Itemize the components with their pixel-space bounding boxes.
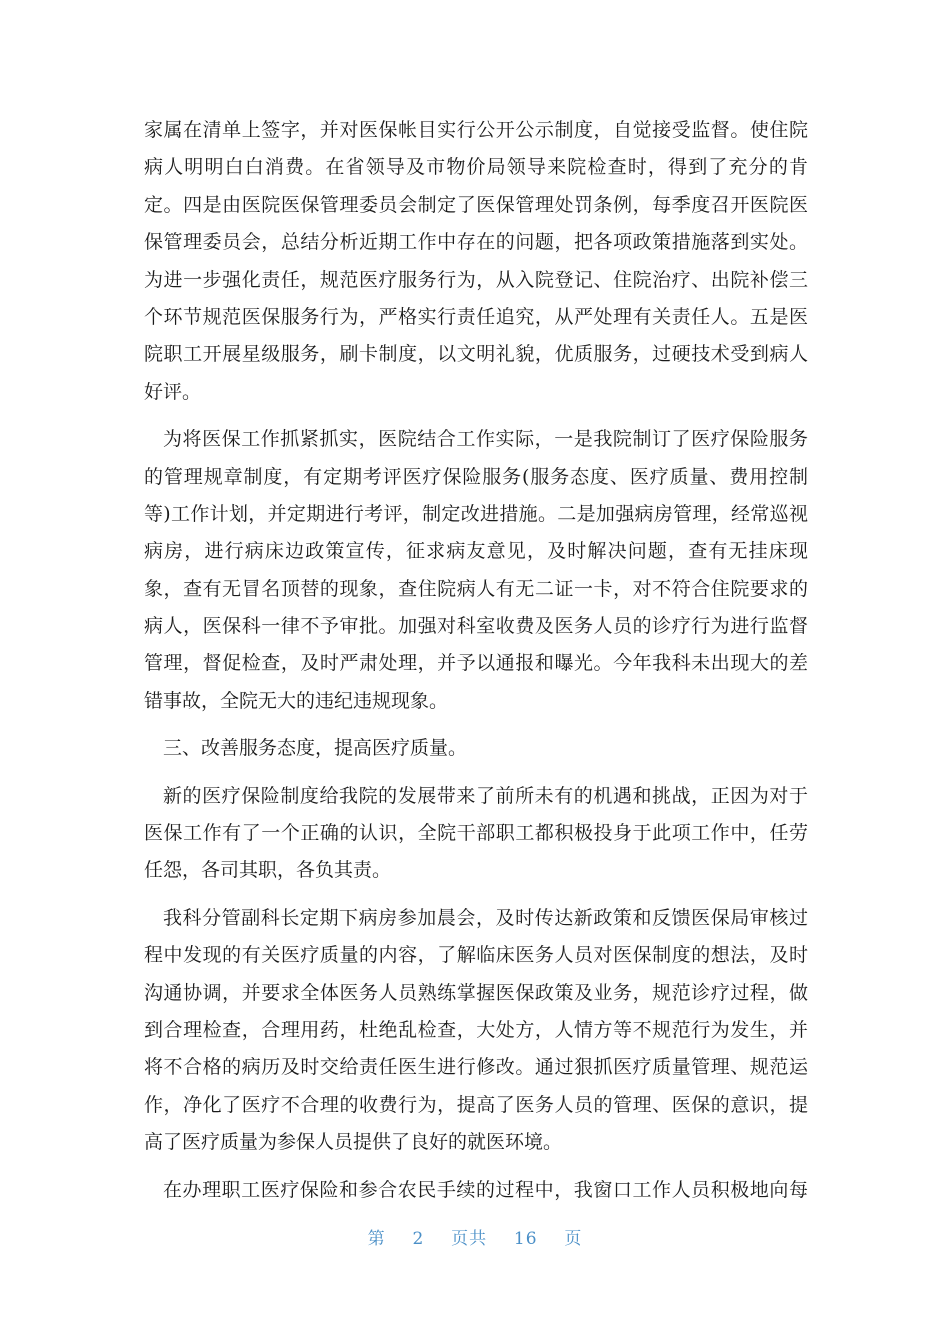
paragraph-5 <box>144 1172 808 1209</box>
text-line: 管理，督促检查，及时严肃处理，并予以通报和曝光。今年我科未出现大的差 <box>144 652 808 675</box>
document-body <box>144 112 808 1209</box>
text-line: 任怨，各司其职，各负其责。 <box>144 859 392 882</box>
text-line: 等)工作计划，并定期进行考评，制定改进措施。二是加强病房管理，经常巡视 <box>144 502 808 525</box>
text-line: 的管理规章制度，有定期考评医疗保险服务(服务态度、医疗质量、费用控制 <box>144 465 808 488</box>
section-heading <box>144 730 808 767</box>
text-line: 沟通协调，并要求全体医务人员熟练掌握医保政策及业务，规范诊疗过程，做 <box>144 981 808 1004</box>
text-line: 象，查有无冒名顶替的现象，查住院病人有无二证一卡，对不符合住院要求的 <box>144 577 808 600</box>
paragraph-4 <box>144 900 808 1162</box>
text-line: 医保工作有了一个正确的认识，全院干部职工都积极投身于此项工作中，任劳 <box>144 822 808 845</box>
text-line: 错事故，全院无大的违纪违规现象。 <box>144 689 449 712</box>
of-word: 页共 <box>451 1229 488 1249</box>
text-line: 在办理职工医疗保险和参合农民手续的过程中，我窗口工作人员积极地向每 <box>163 1178 808 1201</box>
text-line: 程中发现的有关医疗质量的内容，了解临床医务人员对医保制度的想法，及时 <box>144 944 808 967</box>
paragraph-2 <box>144 421 808 720</box>
paragraph-1 <box>144 112 808 411</box>
text-line: 我科分管副科长定期下病房参加晨会，及时传达新政策和反馈医保局审核过 <box>163 906 808 929</box>
text-line: 院职工开展星级服务，刷卡制度，以文明礼貌，优质服务，过硬技术受到病人 <box>144 343 808 366</box>
text-line: 高了医疗质量为参保人员提供了良好的就医环境。 <box>144 1131 563 1154</box>
text-line: 为进一步强化责任，规范医疗服务行为，从入院登记、住院治疗、出院补偿三 <box>144 268 808 291</box>
text-line: 家属在清单上签字，并对医保帐目实行公开公示制度，自觉接受监督。使住院 <box>144 119 808 141</box>
text-line: 到合理检查，合理用药，杜绝乱检查，大处方，人情方等不规范行为发生，并 <box>144 1018 808 1041</box>
text-line: 病房，进行病床边政策宣传，征求病友意见，及时解决问题，查有无挂床现 <box>144 540 808 563</box>
text-line: 病人明明白白消费。在省领导及市物价局领导来院检查时，得到了充分的肯 <box>144 156 808 179</box>
text-line: 定。四是由医院医保管理委员会制定了医保管理处罚条例，每季度召开医院医 <box>144 193 808 216</box>
page-footer <box>0 1224 950 1249</box>
page-word: 第 <box>367 1229 386 1249</box>
text-line: 将不合格的病历及时交给责任医生进行修改。通过狠抓医疗质量管理、规范运 <box>144 1056 808 1079</box>
current-page-number: 2 <box>412 1229 425 1249</box>
text-line: 病人，医保科一律不予审批。加强对科室收费及医务人员的诊疗行为进行监督 <box>144 615 808 638</box>
page-suffix: 页 <box>564 1229 583 1249</box>
text-line: 好评。 <box>144 380 202 403</box>
text-line: 个环节规范医保服务行为，严格实行责任追究，从严处理有关责任人。五是医 <box>144 305 808 328</box>
heading-line: 三、改善服务态度，提高医疗质量。 <box>163 737 468 760</box>
text-line: 保管理委员会，总结分析近期工作中存在的问题，把各项政策措施落到实处。 <box>144 231 808 254</box>
text-line: 新的医疗保险制度给我院的发展带来了前所未有的机遇和挑战，正因为对于 <box>163 784 808 807</box>
paragraph-3 <box>144 778 808 890</box>
text-line: 为将医保工作抓紧抓实，医院结合工作实际，一是我院制订了医疗保险服务 <box>163 428 808 451</box>
total-pages-number: 16 <box>513 1229 538 1249</box>
text-line: 作，净化了医疗不合理的收费行为，提高了医务人员的管理、医保的意识，提 <box>144 1093 808 1116</box>
